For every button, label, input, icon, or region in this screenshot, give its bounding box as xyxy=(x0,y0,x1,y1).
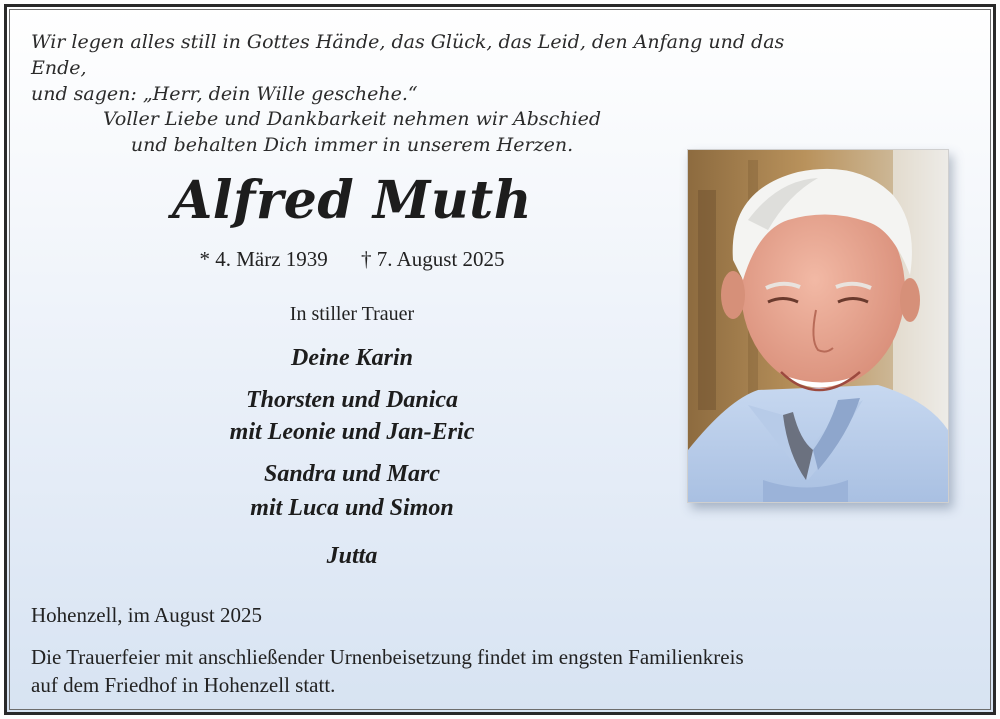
mourner-line: Jutta xyxy=(326,543,378,569)
mourner-line: Thorsten und Danica xyxy=(245,387,459,413)
farewell-line-1: Voller Liebe und Dankbarkeit nehmen wir Abschied xyxy=(102,108,602,130)
mourner-line: mit Leonie und Jan-Eric xyxy=(229,419,475,445)
farewell-text xyxy=(52,106,652,158)
mourner-line: Deine Karin xyxy=(290,345,413,371)
ceremony-line-2: auf dem Friedhof in Hohenzell statt. xyxy=(31,673,336,697)
mourner-line: Sandra und Marc xyxy=(263,461,441,487)
mourner-line: mit Luca und Simon xyxy=(250,495,454,521)
ceremony-info xyxy=(31,643,971,699)
mourning-intro: In stiller Trauer xyxy=(289,303,415,325)
portrait-photo xyxy=(687,149,949,503)
portrait-image xyxy=(688,150,948,502)
quote-line-2: und sagen: „Herr, dein Wille geschehe.“ xyxy=(31,83,418,105)
opening-quote xyxy=(31,29,811,107)
ceremony-line-1: Die Trauerfeier mit anschließender Urnenbeisetzung findet im engsten Familienkreis xyxy=(31,645,744,669)
deceased-name: Alfred Muth xyxy=(171,170,533,231)
quote-line-1: Wir legen alles still in Gottes Hände, das Glück, das Leid, den Anfang und das Ende, xyxy=(31,31,785,79)
farewell-line-2: und behalten Dich immer in unserem Herzen. xyxy=(130,134,574,156)
place-date: Hohenzell, im August 2025 xyxy=(31,603,262,627)
birth-date: * 4. März 1939 xyxy=(199,247,328,271)
obituary-card xyxy=(4,4,996,715)
life-dates xyxy=(52,247,652,272)
death-date: † 7. August 2025 xyxy=(361,247,505,271)
